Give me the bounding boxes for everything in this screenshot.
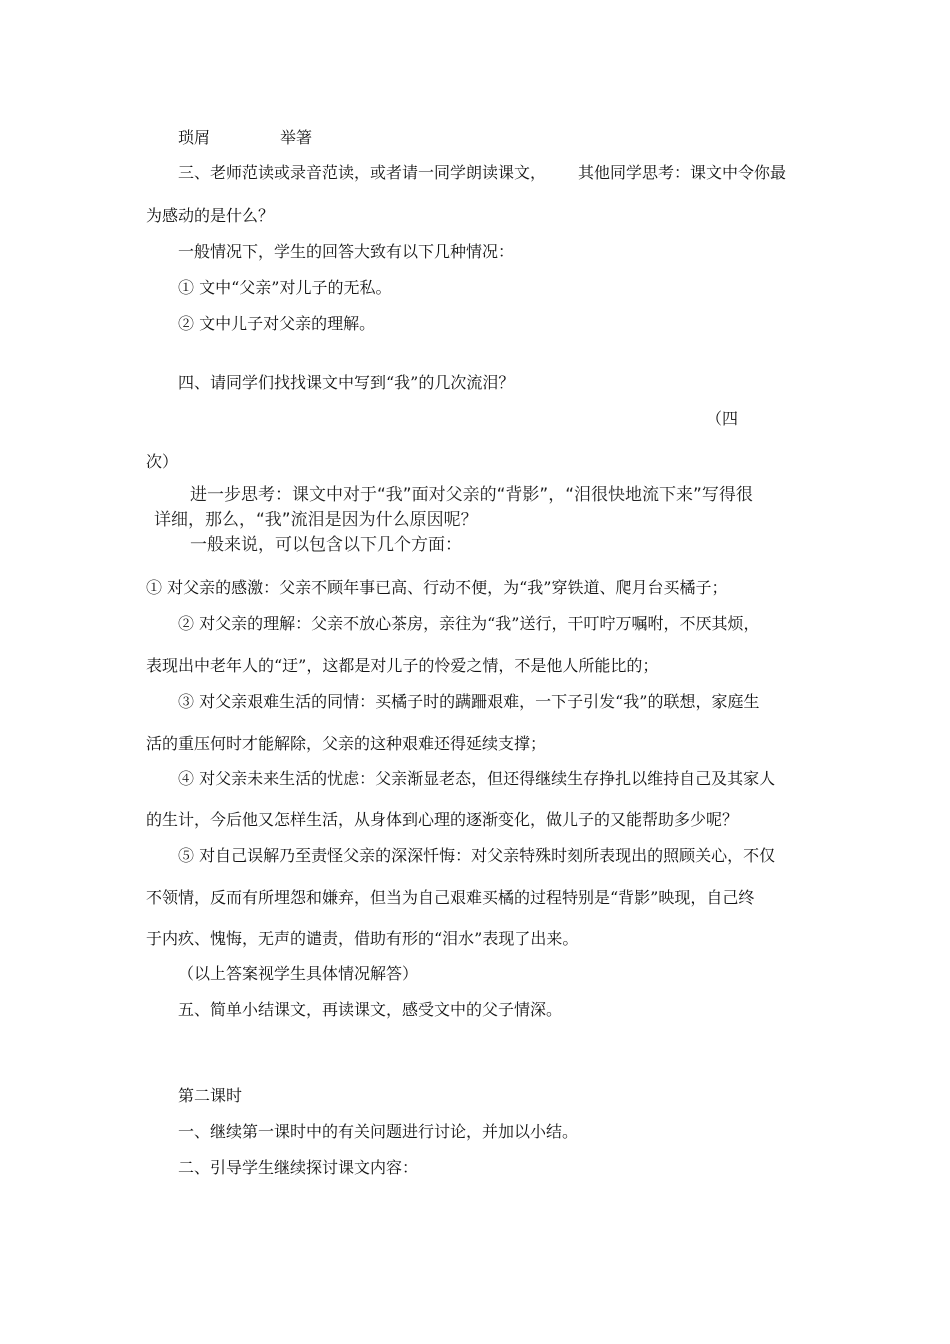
reason-item-5-line3: 于内疚、愧悔，无声的谴责，借助有形的“泪水”表现了出来。 (146, 929, 579, 948)
section3-line2: 为感动的是什么？ (146, 206, 275, 225)
reason-item-4-line1: ④ 对父亲未来生活的忧虑：父亲渐显老态，但还得继续生存挣扎以维持自己及其家人 (178, 769, 776, 788)
reason-item-5-line1: ⑤ 对自己误解乃至责怪父亲的深深忏悔：对父亲特殊时刻所表现出的照顾关心，不仅 (178, 846, 776, 865)
reason-item-3-line1: ③ 对父亲艰难生活的同情：买橘子时的蹒跚艰难，一下子引发“我”的联想，家庭生 (178, 692, 760, 711)
lesson2-title: 第二课时 (178, 1086, 243, 1105)
answer-note: （以上答案视学生具体情况解答） (178, 964, 419, 983)
reason-item-4-line2: 的生计，今后他又怎样生活，从身体到心理的逐渐变化，做儿子的又能帮助多少呢？ (146, 810, 739, 829)
section3-line1b: 其他同学思考：课文中令你最 (578, 163, 787, 182)
reason-item-3-line2: 活的重压何时才能解除，父亲的这种艰难还得延续支撑； (146, 734, 547, 753)
section4-question: 四、请同学们找找课文中写到“我”的几次流泪？ (178, 373, 515, 392)
further-general: 一般来说，可以包含以下几个方面： (190, 535, 462, 555)
further-thinking-2: 详细，那么，“我”流泪是因为什么原因呢？ (154, 510, 478, 530)
reason-item-2-line2: 表现出中老年人的“迂”，这都是对儿子的怜爱之情，不是他人所能比的； (146, 656, 659, 675)
vocab-word-2: 举箸 (280, 128, 313, 147)
section3-point1: ① 文中“父亲”对儿子的无私。 (178, 278, 392, 297)
reason-item-1: ① 对父亲的感激：父亲不顾年事已高、行动不便，为“我”穿铁道、爬月台买橘子； (146, 578, 728, 597)
section5-text: 五、简单小结课文，再读课文，感受文中的父子情深。 (178, 1000, 563, 1019)
vocab-word-1: 琐屑 (178, 128, 211, 147)
further-thinking-1: 进一步思考：课文中对于“我”面对父亲的“背影”，“泪很快地流下来”写得很 (190, 485, 753, 505)
section3-line1a: 三、老师范读或录音范读，或者请一同学朗读课文， (178, 163, 547, 182)
section3-intro: 一般情况下，学生的回答大致有以下几种情况： (178, 242, 515, 261)
reason-item-5-line2: 不领情，反而有所埋怨和嫌弃，但当为自己艰难买橘的过程特别是“背影”映现，自己终 (146, 888, 755, 907)
lesson2-step2: 二、引导学生继续探讨课文内容： (178, 1158, 419, 1177)
lesson2-step1: 一、继续第一课时中的有关问题进行讨论，并加以小结。 (178, 1122, 579, 1141)
section3-point2: ② 文中儿子对父亲的理解。 (178, 314, 376, 333)
section4-answer-b: 次） (146, 452, 179, 471)
reason-item-2-line1: ② 对父亲的理解：父亲不放心茶房，亲往为“我”送行，干叮咛万嘱咐，不厌其烦， (178, 614, 760, 633)
section4-answer-a: （四 (706, 409, 739, 428)
